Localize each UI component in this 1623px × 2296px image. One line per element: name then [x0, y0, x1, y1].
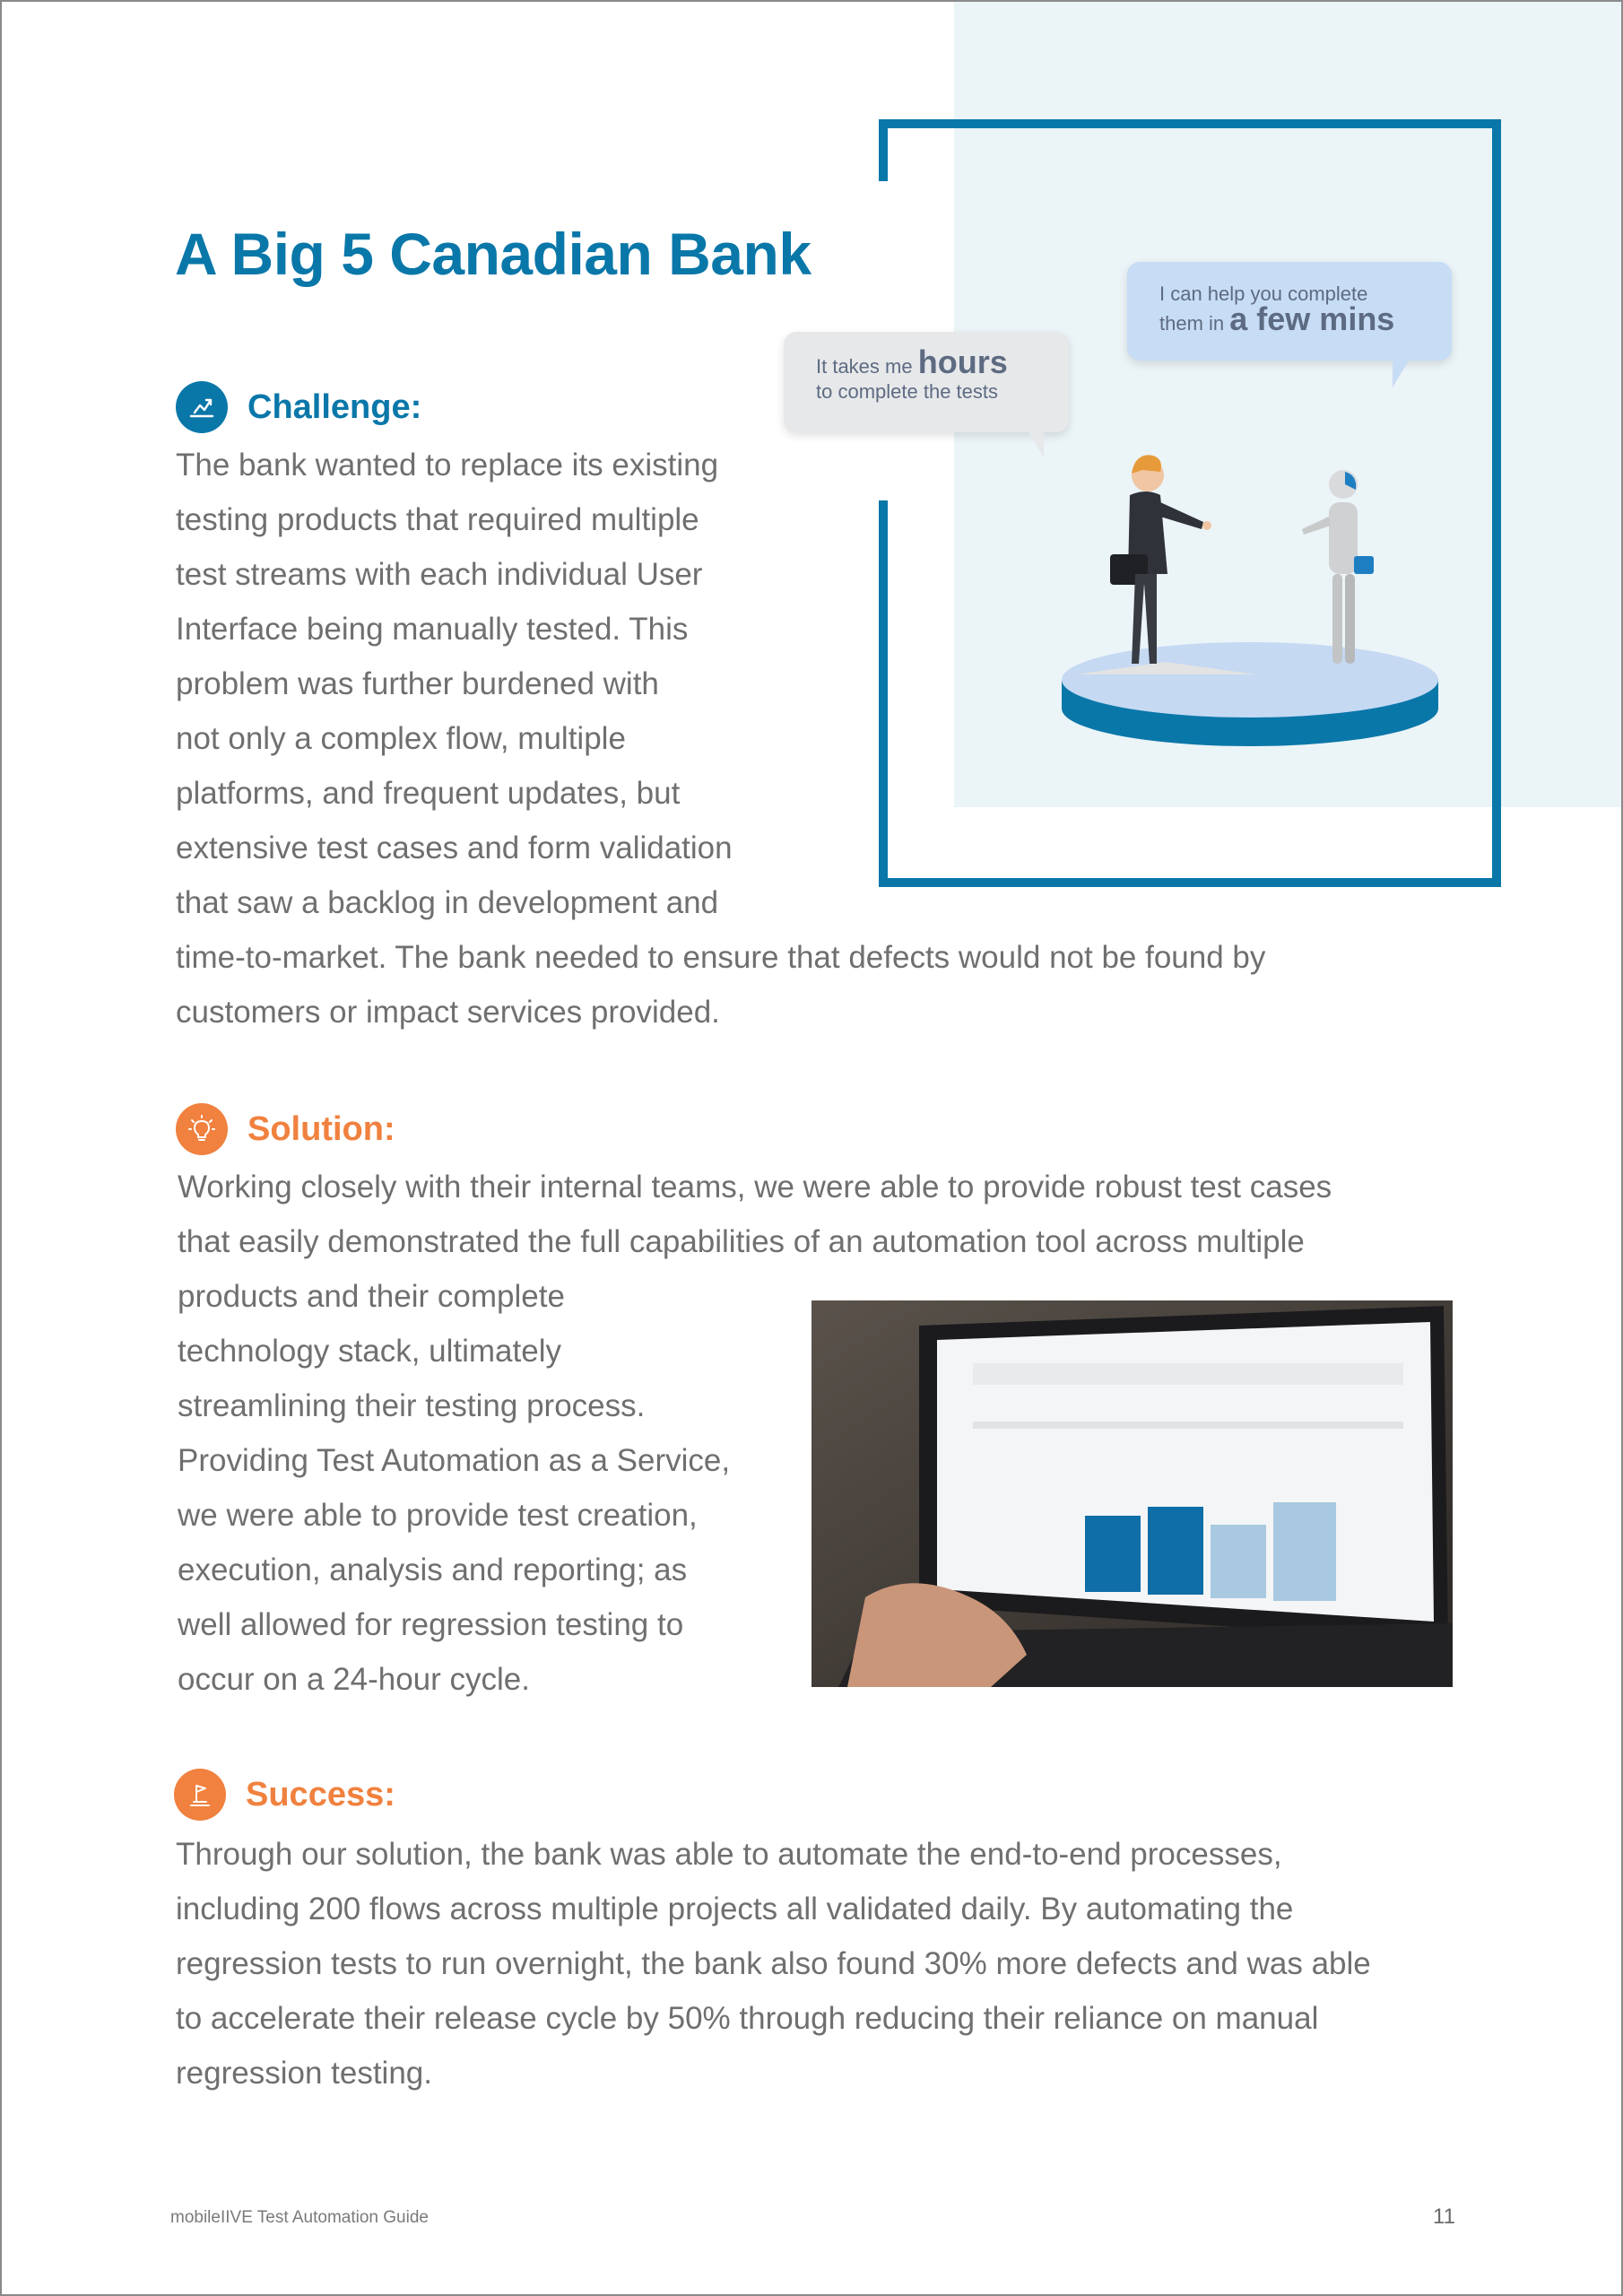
solution-line: streamlining their testing process.	[178, 1388, 646, 1423]
success-body	[176, 1827, 1371, 2100]
bubble-left-line2: to complete the tests	[816, 380, 998, 403]
solution-label: Solution:	[247, 1109, 395, 1148]
challenge-heading	[176, 381, 421, 433]
bubble-left-prefix: It takes me	[816, 355, 918, 378]
challenge-line: problem was further burdened with	[176, 666, 659, 701]
challenge-line: not only a complex flow, multiple	[176, 721, 626, 756]
solution-line: technology stack, ultimately	[178, 1334, 561, 1369]
bubble-right-line1: I can help you complete	[1159, 283, 1368, 305]
success-line: regression tests to run overnight, the bank also found 30% more defects and was able	[176, 1946, 1371, 1981]
challenge-line: platforms, and frequent updates, but	[176, 776, 681, 811]
speech-bubble-robot	[1127, 262, 1452, 361]
solution-line: that easily demonstrated the full capabilities of an automation tool across multiple	[178, 1224, 1305, 1259]
challenge-line: that saw a backlog in development and	[176, 885, 719, 920]
speech-bubble-human	[784, 332, 1069, 432]
solution-line: well allowed for regression testing to	[178, 1607, 684, 1642]
solution-line: Working closely with their internal teams, we were able to provide robust test cases	[178, 1170, 1332, 1205]
success-line: regression testing.	[176, 2056, 432, 2091]
bubble-right-prefix: them in	[1159, 312, 1230, 335]
bubble-right-emphasis: a few mins	[1229, 300, 1395, 337]
success-line: Through our solution, the bank was able to automate the end-to-end processes,	[176, 1837, 1282, 1872]
challenge-body	[176, 438, 1265, 1039]
solution-line: execution, analysis and reporting; as	[178, 1552, 688, 1587]
challenge-label: Challenge:	[247, 387, 422, 426]
challenge-line: time-to-market. The bank needed to ensure that defects would not be found by	[176, 940, 1266, 975]
solution-line: products and their complete	[178, 1279, 565, 1314]
solution-line: we were able to provide test creation,	[178, 1498, 698, 1533]
page-number: 11	[1433, 2205, 1455, 2229]
laptop-dashboard-image	[812, 1300, 1453, 1687]
solution-line: occur on a 24-hour cycle.	[178, 1662, 530, 1697]
challenge-line: testing products that required multiple	[176, 502, 699, 537]
challenge-line: The bank wanted to replace its existing	[176, 448, 719, 483]
footer-guide-name: mobileIIVE Test Automation Guide	[170, 2208, 429, 2227]
lightbulb-icon	[176, 1103, 228, 1155]
success-label: Success:	[246, 1775, 395, 1813]
success-heading	[174, 1769, 395, 1821]
success-line: to accelerate their release cycle by 50% through reducing their reliance on manual	[176, 2001, 1319, 2036]
laptop-photo	[812, 1300, 1453, 1687]
solution-line: Providing Test Automation as a Service,	[178, 1443, 731, 1478]
challenge-line: Interface being manually tested. This	[176, 612, 689, 647]
solution-heading	[176, 1103, 395, 1155]
challenge-line: extensive test cases and form validation	[176, 831, 733, 865]
challenge-line: customers or impact services provided.	[176, 995, 720, 1030]
page-title: A Big 5 Canadian Bank	[175, 221, 812, 287]
challenge-line: test streams with each individual User	[176, 557, 703, 592]
bubble-left-emphasis: hours	[917, 344, 1008, 380]
success-line: including 200 flows across multiple projects all validated daily. By automating the	[176, 1892, 1294, 1926]
flag-podium-icon	[174, 1769, 226, 1821]
chart-trend-icon	[176, 381, 228, 433]
